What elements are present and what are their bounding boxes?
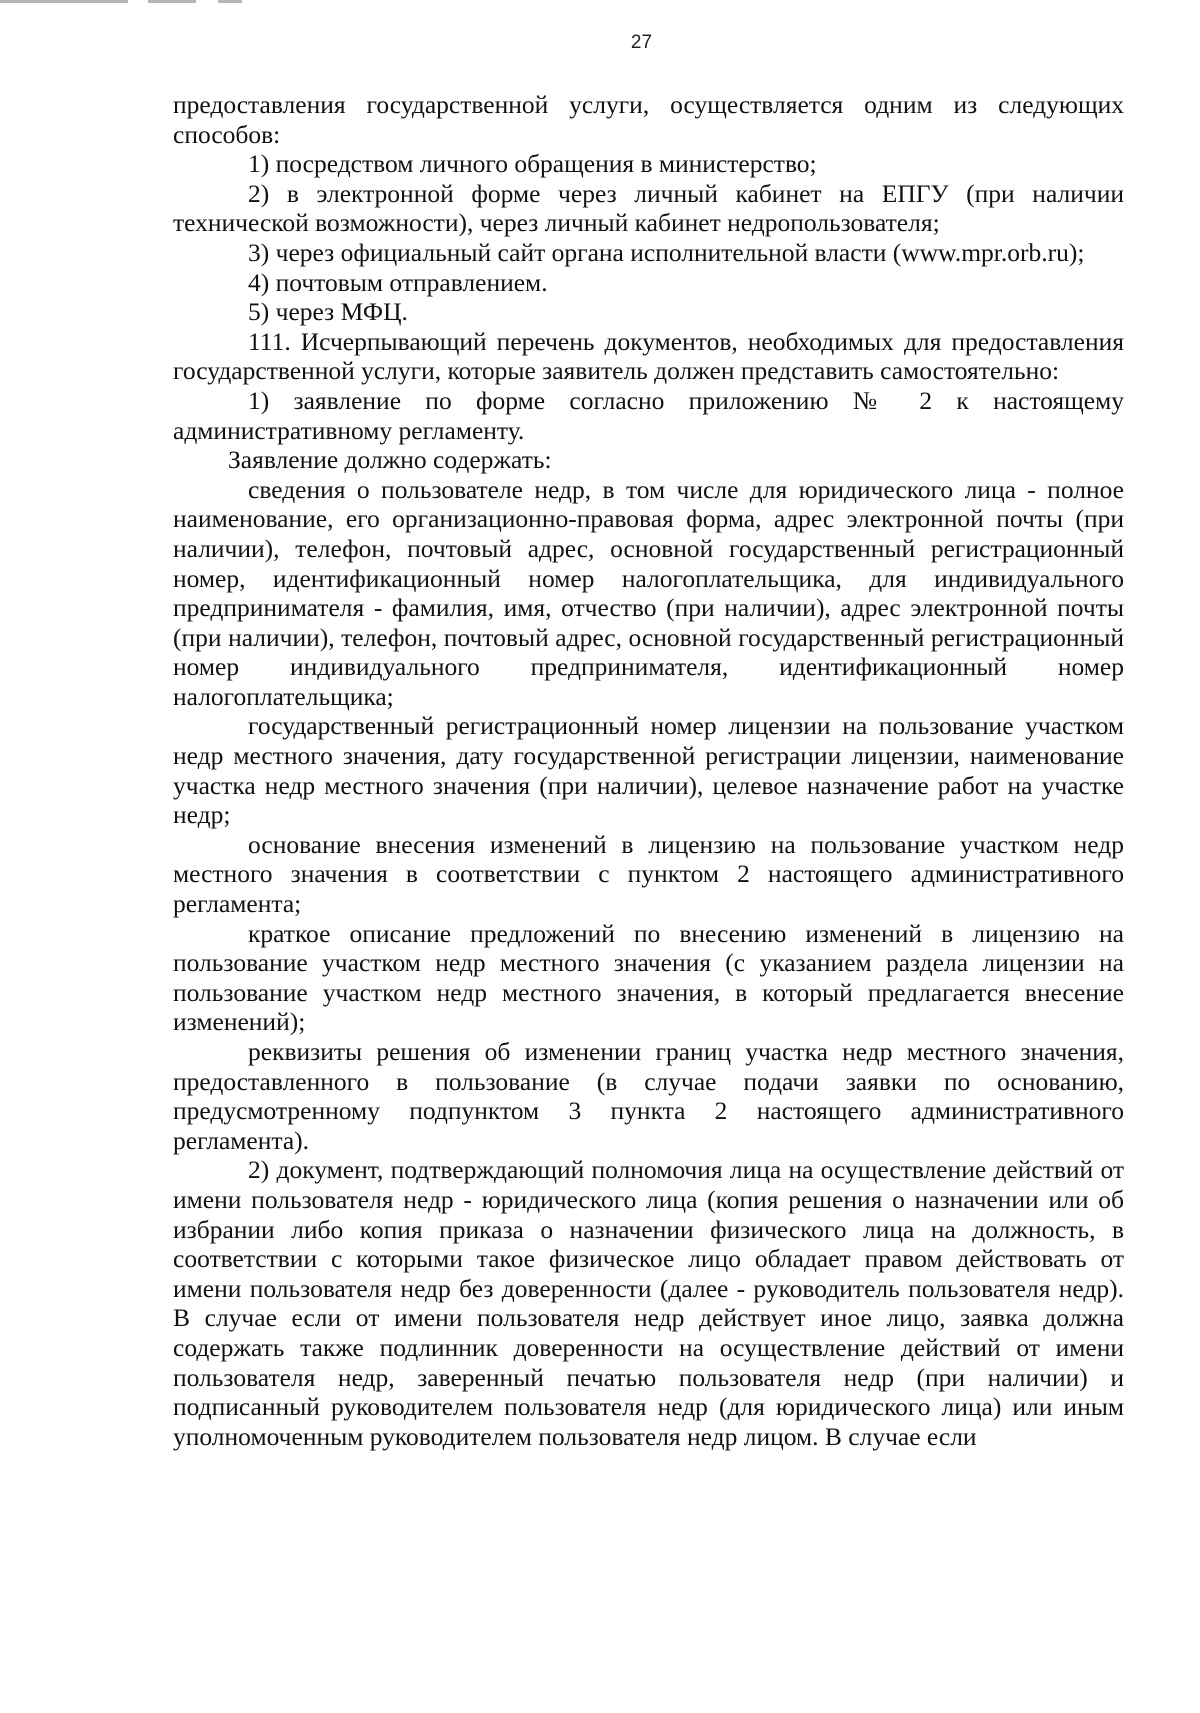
paragraph-boundary-decision: реквизиты решения об изменении границ участка недр местного значения, предоставленного в пользование (в случае подачи заявки по основанию, предусмотренному подпунктом 3 пункта 2 настоящего административного регламента). [173,1037,1124,1155]
list-item-postal: 4) почтовым отправлением. [248,267,548,297]
application-contents-heading: Заявление должно содержать: [228,445,552,475]
list-item-personal-visit: 1) посредством личного обращения в министерство; [248,149,817,179]
paragraph-subsoil-user-info: сведения о пользователе недр, в том числе для юридического лица - полное наименование, его организационно-правовая форма, адрес электронной почты (при наличии), телефон, почтовый адрес, основной государственный регистрационный номер, идентификационный номер налогоплательщика, для индивидуального предпринимателя - фамилия, имя, отчество (при наличии), адрес электронной почты (при наличии), телефон, почтовый адрес, основной государственный регистрационный номер индивидуального предпринимателя, идентификационный номер налогоплательщика; [173,474,1124,711]
paragraph-change-grounds: основание внесения изменений в лицензию на пользование участком недр местного значения в соответствии с пунктом 2 настоящего административного регламента; [173,829,1124,919]
list-item-application: 1) заявление по форме согласно приложению № 2 к настоящему административному регламенту. [173,385,1124,445]
paragraph-continuation: предоставления государственной услуги, осуществляется одним из следующих способов: [173,90,1124,149]
list-item-electronic-form: 2) в электронной форме через личный кабинет на ЕПГУ (при наличии технической возможности), через личный кабинет недропользователя; [173,178,1124,238]
document-body [173,90,1124,1451]
paragraph-change-description: краткое описание предложений по внесению изменений в лицензию на пользование участком недр местного значения (с указанием раздела лицензии на пользование участком недр местного значения, в который предлагается внесение изменений); [173,918,1124,1037]
page-number: 27 [630,32,653,53]
scan-edge-mark [148,0,196,3]
clause-111: 111. Исчерпывающий перечень документов, необходимых для предоставления государственной услуги, которые заявитель должен представить самостоятельно: [173,326,1124,386]
list-item-authority-document: 2) документ, подтверждающий полномочия лица на осуществление действий от имени пользователя недр - юридического лица (копия решения о назначении или об избрании либо копия приказа о назначении физического лица на должность, в соответствии с которыми такое физическое лицо обладает правом действовать от имени пользователя недр без доверенности (далее - руководитель пользователя недр). В случае если от имени пользователя недр действует иное лицо, заявка должна содержать также подлинник доверенности на осуществление действий от имени пользователя недр, заверенный печатью пользователя недр (при наличии) и подписанный руководителем пользователя недр (для юридического лица) или иным уполномоченным руководителем пользователя недр лицом. В случае если [173,1155,1124,1451]
scan-edge-mark [0,0,128,3]
scan-edge-mark [218,0,242,3]
list-item-official-site: 3) через официальный сайт органа исполнительной власти (www.mpr.orb.ru); [248,237,1085,267]
list-item-mfc: 5) через МФЦ. [248,297,408,327]
paragraph-license-number: государственный регистрационный номер лицензии на пользование участком недр местного значения, дату государственной регистрации лицензии, наименование участка недр местного значения (при наличии), целевое назначение работ на участке недр; [173,711,1124,830]
